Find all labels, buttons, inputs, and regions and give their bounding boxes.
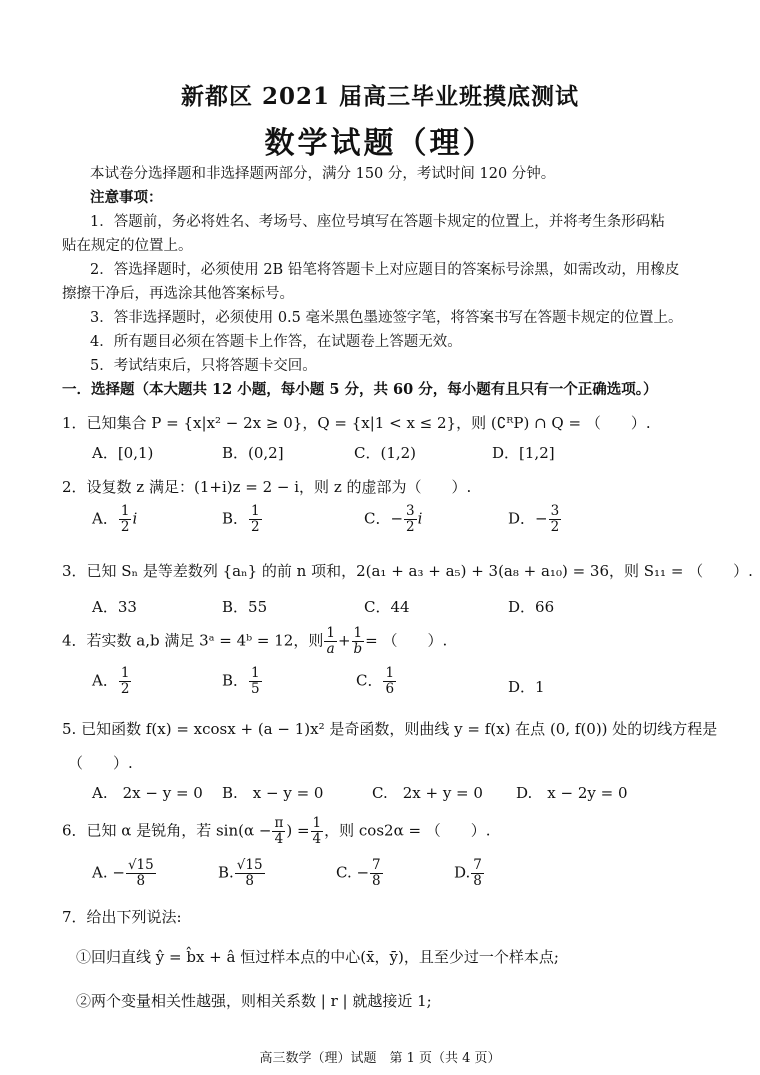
option-d: D．66: [508, 598, 555, 616]
note-2a: 2．答选择题时，必须使用 2B 铅笔将答题卡上对应题目的答案标号涂黑，如需改动，用橡皮: [90, 262, 680, 278]
option-b: [218, 858, 266, 889]
fraction: [352, 626, 365, 657]
question-6-prefix: 6．已知 α 是锐角，若 sin(α −: [62, 821, 272, 840]
option-a-label: A．: [92, 671, 118, 690]
option-d: [454, 858, 485, 889]
fraction: [119, 504, 132, 535]
option-a: A. 2x − y = 0: [92, 784, 203, 802]
option-d-label: D.: [454, 863, 471, 882]
denominator: 5: [251, 681, 260, 697]
question-4-suffix: = （ ）.: [365, 631, 448, 650]
fraction: [249, 666, 262, 697]
fraction: [272, 816, 285, 847]
question-3: 3．已知 Sₙ 是等差数列 {aₙ} 的前 n 项和，2(a₁ + a₃ + a₅) + 3(a₈ + a₁₀) = 36，则 S₁₁ = （ ）.: [62, 562, 753, 580]
fraction: [126, 858, 156, 889]
option-c: [336, 858, 384, 889]
numerator: √15: [127, 857, 154, 873]
option-c: [356, 666, 397, 697]
denominator: a: [326, 641, 335, 657]
fraction: [235, 858, 265, 889]
plus-sign: +: [337, 631, 351, 650]
denominator: 8: [136, 873, 146, 889]
numerator: 1: [385, 665, 395, 681]
fraction: [370, 858, 383, 889]
imaginary-unit: i: [417, 509, 423, 528]
question-6-suffix: ，则 cos2α = （ ）.: [324, 821, 491, 840]
option-d-label: D．−: [508, 509, 548, 528]
numerator: 3: [550, 503, 560, 519]
statement-2: ②两个变量相关性越强，则相关系数 | r | 就越接近 1;: [76, 992, 432, 1010]
option-a: [92, 666, 132, 697]
option-a-label: A．: [92, 509, 118, 528]
option-a: A．[0,1): [92, 444, 154, 462]
option-c: C. 2x + y = 0: [372, 784, 483, 802]
option-b: B．55: [222, 598, 268, 616]
denominator: 2: [120, 681, 130, 697]
denominator: b: [353, 641, 363, 657]
numerator: π: [274, 815, 284, 831]
option-a: [92, 858, 157, 889]
note-1a: 1．答题前，务必将姓名、考场号、座位号填写在答题卡规定的位置上，并将考生条形码粘: [90, 214, 665, 230]
question-4: [62, 626, 447, 657]
question-6-mid: ) =: [286, 821, 310, 840]
numerator: 7: [372, 857, 381, 873]
option-d: D．[1,2]: [492, 444, 555, 462]
note-1b: 贴在规定的位置上。: [62, 238, 193, 254]
denominator: 8: [473, 873, 482, 889]
fraction: [471, 858, 484, 889]
denominator: 2: [251, 519, 260, 535]
notes-title: 注意事项：: [90, 189, 163, 206]
intro-line: 本试卷分选择题和非选择题两部分，满分 150 分，考试时间 120 分钟。: [90, 166, 556, 182]
option-b-label: B.: [218, 863, 234, 882]
option-b: [222, 666, 263, 697]
numerator: 3: [406, 503, 415, 519]
question-5-paren: （ ）.: [68, 754, 133, 772]
fraction: [549, 504, 562, 535]
numerator: 1: [120, 503, 130, 519]
option-c: [364, 504, 422, 535]
option-c: C．44: [364, 598, 410, 616]
numerator: 7: [473, 857, 482, 873]
numerator: 1: [326, 625, 335, 641]
option-b-label: B．: [222, 671, 249, 690]
option-b: B．(0,2]: [222, 444, 284, 462]
fraction: [404, 504, 417, 535]
exam-subtitle: 数学试题（理）: [264, 126, 496, 161]
denominator: 2: [406, 519, 415, 535]
denominator: 8: [245, 873, 254, 889]
numerator: 1: [312, 815, 322, 831]
question-5: 5. 已知函数 f(x) = xcosx + (a − 1)x² 是奇函数，则曲线 y = f(x) 在点 (0, f(0)) 处的切线方程是: [62, 720, 718, 738]
numerator: 1: [353, 625, 363, 641]
denominator: 2: [550, 519, 560, 535]
option-b: [222, 504, 263, 535]
numerator: 1: [251, 665, 260, 681]
note-5: 5．考试结束后，只将答题卡交回。: [90, 358, 317, 374]
denominator: 2: [120, 519, 130, 535]
option-c-label: C．−: [364, 509, 404, 528]
denominator: 4: [312, 831, 322, 847]
option-b-label: B．: [222, 509, 249, 528]
question-2: 2．设复数 z 满足：(1+i)z = 2 − i，则 z 的虚部为（ ）.: [62, 478, 472, 496]
question-4-prefix: 4．若实数 a,b 满足 3ᵃ = 4ᵇ = 12，则: [62, 631, 324, 650]
numerator: √15: [236, 857, 263, 873]
option-c-label: C. −: [336, 863, 370, 882]
fraction: [249, 504, 262, 535]
denominator: 4: [274, 831, 284, 847]
option-a-label: A. −: [92, 863, 125, 882]
fraction: [311, 816, 324, 847]
numerator: 1: [251, 503, 260, 519]
statement-1: ①回归直线 ŷ = b̂x + â 恒过样本点的中心(x̄，ȳ)，且至少过一个样本点;: [76, 948, 559, 966]
fraction: [119, 666, 132, 697]
question-6: [62, 816, 491, 847]
option-a: [92, 504, 137, 535]
note-3: 3．答非选择题时，必须使用 0.5 毫米黑色墨迹签字笔，将答案书写在答题卡规定的位置上。: [90, 310, 683, 326]
imaginary-unit: i: [132, 509, 138, 528]
note-2b: 擦擦干净后，再选涂其他答案标号。: [62, 286, 294, 302]
option-c: C．(1,2): [354, 444, 417, 462]
section-heading: 一．选择题（本大题共 12 小题，每小题 5 分，共 60 分，每小题有且只有一个正确选项。）: [62, 381, 658, 398]
numerator: 1: [120, 665, 130, 681]
option-a: A．33: [92, 598, 137, 616]
question-1: 1．已知集合 P = {x|x² − 2x ≥ 0}，Q = {x|1 < x ≤ 2}，则 (∁ᴿP) ∩ Q = （ ）.: [62, 414, 651, 432]
option-c-label: C．: [356, 671, 383, 690]
option-b: B. x − y = 0: [222, 784, 324, 802]
question-7: 7．给出下列说法:: [62, 908, 182, 926]
fraction: [324, 626, 337, 657]
page-footer: 高三数学（理）试题 第 1 页（共 4 页）: [259, 1051, 501, 1066]
exam-title: 新都区 2021 届高三毕业班摸底测试: [180, 83, 580, 110]
option-d: [508, 504, 562, 535]
note-4: 4．所有题目必须在答题卡上作答，在试题卷上答题无效。: [90, 334, 462, 350]
denominator: 8: [372, 873, 381, 889]
denominator: 6: [385, 681, 395, 697]
option-d: D．1: [508, 678, 545, 696]
fraction: [383, 666, 396, 697]
option-d: D. x − 2y = 0: [516, 784, 628, 802]
